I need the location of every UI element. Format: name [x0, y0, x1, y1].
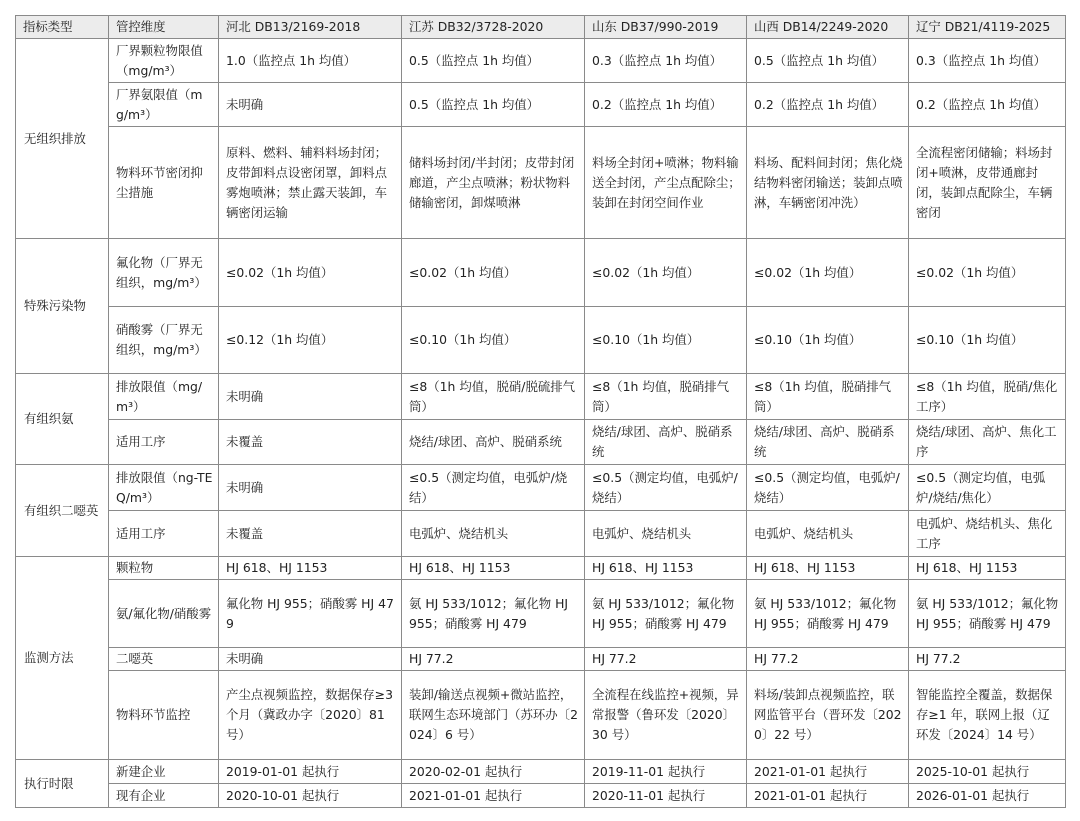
- value-cell: ≤0.02（1h 均值）: [402, 239, 585, 307]
- value-cell: ≤0.10（1h 均值）: [402, 307, 585, 374]
- value-cell: 2026-01-01 起执行: [909, 784, 1066, 808]
- value-cell: 0.3（监控点 1h 均值）: [585, 39, 747, 83]
- header-jiangsu: 江苏 DB32/3728-2020: [402, 16, 585, 39]
- value-cell: ≤0.5（测定均值，电弧炉/烧结）: [402, 465, 585, 511]
- dimension-cell: 物料环节密闭抑尘措施: [109, 127, 219, 239]
- table-row: [16, 127, 1066, 239]
- value-cell: 0.5（监控点 1h 均值）: [747, 39, 909, 83]
- value-cell: 2021-01-01 起执行: [747, 760, 909, 784]
- value-cell: ≤0.02（1h 均值）: [219, 239, 402, 307]
- value-cell: 氟化物 HJ 955；硝酸雾 HJ 479: [219, 580, 402, 648]
- value-cell: 0.2（监控点 1h 均值）: [585, 83, 747, 127]
- value-cell: ≤0.5（测定均值，电弧炉/烧结/焦化）: [909, 465, 1066, 511]
- dimension-cell: 排放限值（mg/m³）: [109, 374, 219, 420]
- value-cell: 料场、配料间封闭；焦化烧结物料密闭输送；装卸点喷淋，车辆密闭冲洗）: [747, 127, 909, 239]
- value-cell: 2019-01-01 起执行: [219, 760, 402, 784]
- value-cell: 电弧炉、烧结机头: [402, 511, 585, 557]
- table-row: [16, 671, 1066, 760]
- header-shanxi: 山西 DB14/2249-2020: [747, 16, 909, 39]
- value-cell: 全流程密闭储输；料场封闭+喷淋，皮带通廊封闭，装卸点配除尘，车辆密闭: [909, 127, 1066, 239]
- value-cell: HJ 618、HJ 1153: [219, 557, 402, 580]
- dimension-cell: 现有企业: [109, 784, 219, 808]
- value-cell: 全流程在线监控+视频，异常报警（鲁环发〔2020〕30 号）: [585, 671, 747, 760]
- value-cell: 0.2（监控点 1h 均值）: [909, 83, 1066, 127]
- value-cell: 电弧炉、烧结机头: [747, 511, 909, 557]
- table-row: [16, 374, 1066, 420]
- header-liaoning: 辽宁 DB21/4119-2025: [909, 16, 1066, 39]
- value-cell: 氨 HJ 533/1012；氟化物 HJ 955；硝酸雾 HJ 479: [585, 580, 747, 648]
- value-cell: ≤8（1h 均值，脱硝排气筒）: [747, 374, 909, 420]
- value-cell: 储料场封闭/半封闭；皮带封闭廊道，产尘点喷淋；粉状物料储输密闭，卸煤喷淋: [402, 127, 585, 239]
- value-cell: 2020-02-01 起执行: [402, 760, 585, 784]
- value-cell: HJ 77.2: [909, 648, 1066, 671]
- value-cell: 2021-01-01 起执行: [747, 784, 909, 808]
- dimension-cell: 二噁英: [109, 648, 219, 671]
- table-row: [16, 557, 1066, 580]
- dimension-cell: 排放限值（ng-TEQ/m³）: [109, 465, 219, 511]
- value-cell: 氨 HJ 533/1012；氟化物 HJ 955；硝酸雾 HJ 479: [909, 580, 1066, 648]
- value-cell: 2025-10-01 起执行: [909, 760, 1066, 784]
- value-cell: HJ 618、HJ 1153: [402, 557, 585, 580]
- value-cell: 0.3（监控点 1h 均值）: [909, 39, 1066, 83]
- value-cell: 未明确: [219, 648, 402, 671]
- category-cell: 特殊污染物: [16, 239, 109, 374]
- value-cell: ≤0.12（1h 均值）: [219, 307, 402, 374]
- value-cell: ≤0.02（1h 均值）: [747, 239, 909, 307]
- header-hebei: 河北 DB13/2169-2018: [219, 16, 402, 39]
- value-cell: 未明确: [219, 83, 402, 127]
- category-cell: 执行时限: [16, 760, 109, 808]
- value-cell: HJ 77.2: [747, 648, 909, 671]
- dimension-cell: 适用工序: [109, 420, 219, 465]
- value-cell: 2020-11-01 起执行: [585, 784, 747, 808]
- table-row: [16, 83, 1066, 127]
- category-cell: 有组织二噁英: [16, 465, 109, 557]
- table-row: [16, 420, 1066, 465]
- value-cell: 烧结/球团、高炉、脱硝系统: [747, 420, 909, 465]
- value-cell: ≤0.5（测定均值，电弧炉/烧结）: [747, 465, 909, 511]
- dimension-cell: 适用工序: [109, 511, 219, 557]
- header-indicator-type: 指标类型: [16, 16, 109, 39]
- dimension-cell: 氟化物（厂界无组织，mg/m³）: [109, 239, 219, 307]
- value-cell: HJ 618、HJ 1153: [585, 557, 747, 580]
- value-cell: 2019-11-01 起执行: [585, 760, 747, 784]
- dimension-cell: 氨/氟化物/硝酸雾: [109, 580, 219, 648]
- value-cell: 电弧炉、烧结机头: [585, 511, 747, 557]
- category-cell: 监测方法: [16, 557, 109, 760]
- value-cell: HJ 77.2: [585, 648, 747, 671]
- value-cell: 烧结/球团、高炉、脱硝系统: [402, 420, 585, 465]
- table-row: [16, 465, 1066, 511]
- table-row: [16, 648, 1066, 671]
- table-row: [16, 511, 1066, 557]
- value-cell: 电弧炉、烧结机头、焦化工序: [909, 511, 1066, 557]
- dimension-cell: 厂界颗粒物限值（mg/m³）: [109, 39, 219, 83]
- value-cell: 氨 HJ 533/1012；氟化物 HJ 955；硝酸雾 HJ 479: [402, 580, 585, 648]
- value-cell: ≤0.02（1h 均值）: [909, 239, 1066, 307]
- value-cell: 未明确: [219, 465, 402, 511]
- value-cell: ≤0.5（测定均值，电弧炉/烧结）: [585, 465, 747, 511]
- value-cell: 未覆盖: [219, 511, 402, 557]
- value-cell: 原料、燃料、辅料料场封闭；皮带卸料点设密闭罩，卸料点雾炮喷淋；禁止露天装卸，车辆密闭运输: [219, 127, 402, 239]
- value-cell: ≤0.10（1h 均值）: [585, 307, 747, 374]
- table-row: [16, 239, 1066, 307]
- value-cell: ≤0.10（1h 均值）: [747, 307, 909, 374]
- value-cell: 烧结/球团、高炉、焦化工序: [909, 420, 1066, 465]
- table-row: [16, 580, 1066, 648]
- table-row: [16, 307, 1066, 374]
- value-cell: 2020-10-01 起执行: [219, 784, 402, 808]
- value-cell: 0.2（监控点 1h 均值）: [747, 83, 909, 127]
- dimension-cell: 厂界氨限值（mg/m³）: [109, 83, 219, 127]
- value-cell: HJ 77.2: [402, 648, 585, 671]
- value-cell: 料场/装卸点视频监控，联网监管平台（晋环发〔2020〕22 号）: [747, 671, 909, 760]
- header-row: [16, 16, 1066, 39]
- value-cell: 装卸/输送点视频+微站监控，联网生态环境部门（苏环办〔2024〕6 号）: [402, 671, 585, 760]
- header-shandong: 山东 DB37/990-2019: [585, 16, 747, 39]
- value-cell: 未覆盖: [219, 420, 402, 465]
- dimension-cell: 颗粒物: [109, 557, 219, 580]
- category-cell: 无组织排放: [16, 39, 109, 239]
- value-cell: HJ 618、HJ 1153: [747, 557, 909, 580]
- value-cell: 料场全封闭+喷淋；物料输送全封闭，产尘点配除尘；装卸在封闭空间作业: [585, 127, 747, 239]
- value-cell: 0.5（监控点 1h 均值）: [402, 39, 585, 83]
- category-cell: 有组织氨: [16, 374, 109, 465]
- value-cell: ≤0.10（1h 均值）: [909, 307, 1066, 374]
- value-cell: 氨 HJ 533/1012；氟化物 HJ 955；硝酸雾 HJ 479: [747, 580, 909, 648]
- value-cell: ≤8（1h 均值，脱硝排气筒）: [585, 374, 747, 420]
- table-row: [16, 39, 1066, 83]
- standards-comparison-table: [15, 15, 1066, 808]
- value-cell: 0.5（监控点 1h 均值）: [402, 83, 585, 127]
- value-cell: 2021-01-01 起执行: [402, 784, 585, 808]
- value-cell: ≤0.02（1h 均值）: [585, 239, 747, 307]
- value-cell: 烧结/球团、高炉、脱硝系统: [585, 420, 747, 465]
- header-control-dimension: 管控维度: [109, 16, 219, 39]
- value-cell: ≤8（1h 均值，脱硝/脱硫排气筒）: [402, 374, 585, 420]
- dimension-cell: 硝酸雾（厂界无组织，mg/m³）: [109, 307, 219, 374]
- value-cell: 智能监控全覆盖，数据保存≥1 年，联网上报（辽环发〔2024〕14 号）: [909, 671, 1066, 760]
- value-cell: 1.0（监控点 1h 均值）: [219, 39, 402, 83]
- value-cell: 未明确: [219, 374, 402, 420]
- dimension-cell: 物料环节监控: [109, 671, 219, 760]
- table-row: [16, 784, 1066, 808]
- value-cell: HJ 618、HJ 1153: [909, 557, 1066, 580]
- table-row: [16, 760, 1066, 784]
- dimension-cell: 新建企业: [109, 760, 219, 784]
- value-cell: ≤8（1h 均值，脱硝/焦化工序）: [909, 374, 1066, 420]
- value-cell: 产尘点视频监控，数据保存≥3 个月（冀政办字〔2020〕81 号）: [219, 671, 402, 760]
